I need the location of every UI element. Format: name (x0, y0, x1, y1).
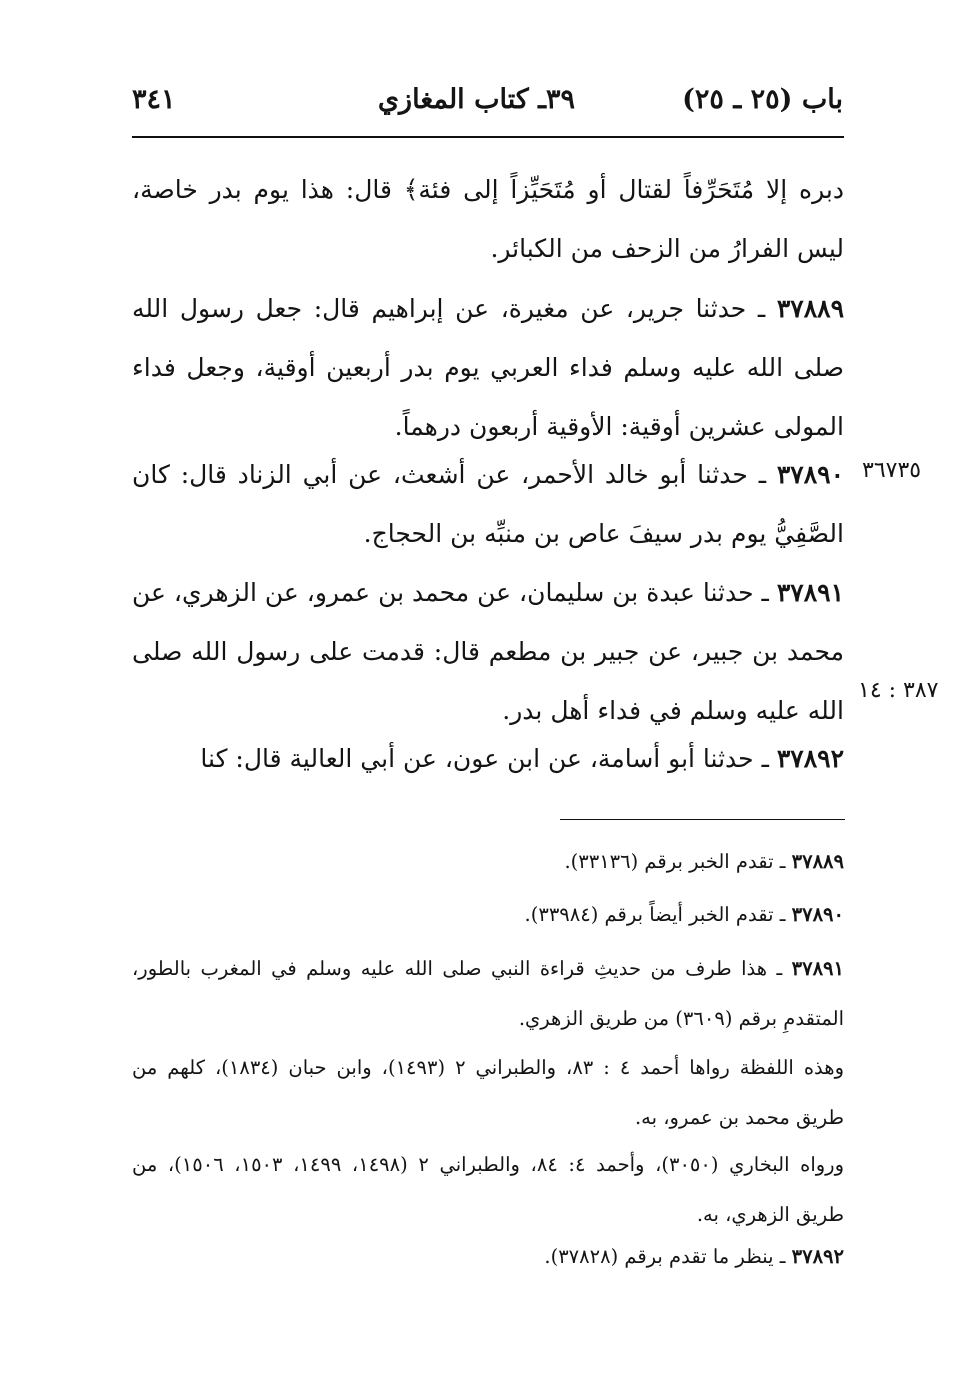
hadith-text: ـ حدثنا جرير، عن مغيرة، عن إبراهيم قال: جعل رسول الله صلى الله عليه وسلم فداء العربي يوم بدر أربعين أوقية، وجعل فداء المولى عشرين أوقية: الأوقية أربعون درهماً. (132, 294, 844, 441)
hadith-37890 (132, 445, 844, 563)
hadith-number: ٣٧٨٩١ (776, 578, 844, 607)
paragraph-continuation (132, 160, 844, 278)
footnote-37892 (132, 1232, 844, 1282)
hadith-number: ٣٧٨٨٩ (776, 294, 844, 323)
footnote-text: وهذه اللفظة رواها أحمد ٤ : ٨٣، والطبراني ٢ (١٤٩٣)، وابن حبان (١٨٣٤)، كلهم من طريق محمد بن عمرو، به. (132, 1056, 844, 1129)
margin-reference-2: ٣٨٧ : ١٤ (858, 678, 939, 703)
chapter-heading: باب (٢٥ ـ ٢٥) (682, 84, 843, 115)
footnote-text: ـ ينظر ما تقدم برقم (٣٧٨٢٨). (544, 1245, 792, 1268)
paragraph-text: دبره إلا مُتَحَرِّفاً لقتال أو مُتَحَيِّزاً إلى فئة﴾ قال: هذا يوم بدر خاصة، ليس الفرارُ من الزحف من الكبائر. (132, 175, 844, 263)
footnote-text: ـ تقدم الخبر برقم (٣٣١٣٦). (564, 850, 792, 873)
footnote-number: ٣٧٨٩٠ (791, 903, 844, 926)
footnote-37891-continued-2 (132, 1140, 844, 1240)
hadith-number: ٣٧٨٩٢ (776, 744, 844, 773)
footnote-37890 (132, 890, 844, 940)
hadith-37891 (132, 563, 844, 740)
hadith-text: ـ حدثنا أبو أسامة، عن ابن عون، عن أبي العالية قال: كنا (200, 744, 777, 773)
hadith-number: ٣٧٨٩٠ (776, 460, 844, 489)
footnote-text: ـ هذا طرف من حديثِ قراءة النبي صلى الله عليه وسلم في المغرب بالطور، المتقدمِ برقم (٣٦٠٩) من طريق الزهري. (132, 957, 844, 1030)
footnote-text: ـ تقدم الخبر أيضاً برقم (٣٣٩٨٤). (524, 903, 792, 926)
header-divider (132, 136, 844, 138)
book-title: ٣٩ـ كتاب المغازي (377, 84, 576, 115)
hadith-37892 (132, 729, 844, 788)
hadith-text: ـ حدثنا عبدة بن سليمان، عن محمد بن عمرو، عن الزهري، عن محمد بن جبير، عن جبير بن مطعم قال: قدمت على رسول الله صلى الله عليه وسلم في فداء أهل بدر. (132, 578, 844, 725)
margin-reference-1: ٣٦٧٣٥ (862, 458, 922, 483)
hadith-text: ـ حدثنا أبو خالد الأحمر، عن أشعث، عن أبي الزناد قال: كان الصَّفِيُّ يوم بدر سيفَ عاص بن منبِّه بن الحجاج. (132, 460, 844, 548)
page-number: ٣٤١ (132, 84, 176, 115)
footnote-37891-continued (132, 1043, 844, 1143)
footnote-number: ٣٧٨٩١ (791, 957, 844, 980)
footnote-37889 (132, 837, 844, 887)
hadith-37889 (132, 279, 844, 456)
footnote-number: ٣٧٨٩٢ (791, 1245, 844, 1268)
footnote-number: ٣٧٨٨٩ (791, 850, 844, 873)
footnote-text: ورواه البخاري (٣٠٥٠)، وأحمد ٤: ٨٤، والطبراني ٢ (١٤٩٨، ١٤٩٩، ١٥٠٣، ١٥٠٦)، من طريق الزهري، به. (132, 1153, 845, 1226)
footnote-37891 (132, 944, 844, 1044)
footnote-divider (560, 819, 845, 820)
